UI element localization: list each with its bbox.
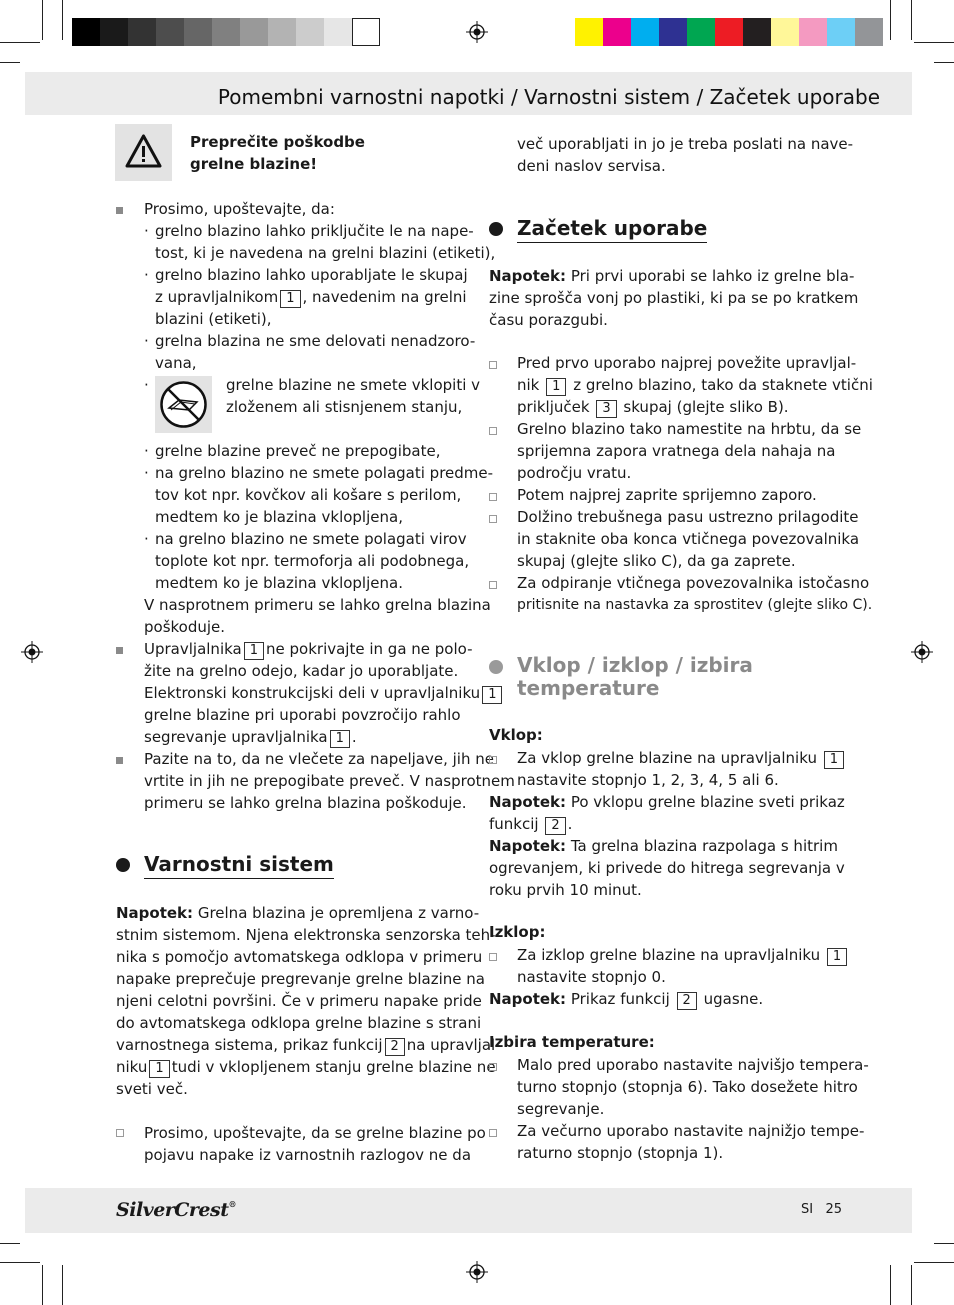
text-span: Za izklop grelne blazine na upravljalniku: [517, 946, 821, 964]
color-swatch: [575, 18, 603, 46]
text-line: do avtomatskega odklopa grelne blazine s strani: [116, 1014, 482, 1032]
text-line: segrevanje upravljalnika 1 .: [144, 728, 357, 746]
text-line: funkcij 2 .: [489, 815, 573, 833]
reference-number: 1: [827, 948, 847, 966]
color-swatch: [268, 18, 296, 46]
text-line: zloženem ali stisnjenem stanju,: [226, 398, 463, 416]
text-line: času porazgubi.: [489, 311, 608, 329]
color-swatch: [687, 18, 715, 46]
text-line: [144, 682, 504, 704]
text-line: Prosimo, upoštevajte, da:: [144, 200, 335, 218]
text-line: ·: [144, 332, 149, 350]
note-label: Napotek:: [489, 793, 567, 811]
bullet-square-icon: [116, 757, 123, 764]
bullet-square-icon: [116, 647, 123, 654]
subheading: Izklop:: [489, 923, 546, 941]
reference-number: 1: [280, 290, 300, 308]
text-span: ugasne.: [703, 990, 764, 1008]
language-code: SI: [801, 1202, 814, 1217]
text-line: nastavite stopnjo 0.: [517, 968, 666, 986]
crop-mark: [934, 62, 954, 63]
page-title: Pomembni varnostni napotki / Varnostni sistem / Začetek uporabe: [217, 85, 880, 109]
text-line: [517, 374, 873, 396]
text-line: V nasprotnem primeru se lahko grelna blazina: [144, 596, 491, 614]
color-swatch: [743, 18, 771, 46]
text-line: stnim sistemom. Njena elektronska senzorska teh-: [116, 926, 496, 944]
crop-mark: [42, 0, 43, 40]
text-line: sprijemna zapora vratnega dela nahaja na: [517, 442, 836, 460]
text-line: napake preprečuje pregrevanje grelne blazine na: [116, 970, 485, 988]
registration-mark-icon: [21, 641, 43, 663]
text-span: Ta grelna blazina razpolaga s hitrim: [570, 837, 838, 855]
text-line: njeni celotni površini. Če v primeru napake pride: [116, 992, 482, 1010]
text-line: grelna blazina ne sme delovati nenadzoro-: [155, 332, 476, 350]
color-swatch: [100, 18, 128, 46]
text-line: Za večurno uporabo nastavite najnižjo tempe-: [517, 1122, 865, 1140]
text-line: ·: [144, 266, 149, 284]
text-line: Pred prvo uporabo najprej povežite upravljal-: [517, 354, 857, 372]
text-span: Za vklop grelne blazine na upravljalniku: [517, 749, 817, 767]
warning-title: Preprečite poškodbe: [190, 133, 365, 151]
checkbox-bullet-icon: [489, 1129, 497, 1137]
subheading: Vklop:: [489, 726, 543, 744]
section-bullet-icon: [489, 222, 503, 236]
text-span: , navedenim na grelni: [302, 288, 467, 306]
brand-logo: [116, 1199, 236, 1221]
text-line: poškoduje.: [144, 618, 226, 636]
crop-mark: [914, 42, 954, 43]
text-line: Potem najprej zaprite sprijemno zaporo.: [517, 486, 817, 504]
registration-mark-icon: [911, 641, 933, 663]
reference-number: 2: [385, 1038, 405, 1056]
color-swatch: [603, 18, 631, 46]
reference-number: 2: [677, 992, 697, 1010]
section-heading: Varnostni sistem: [144, 852, 334, 879]
color-swatch: [659, 18, 687, 46]
text-line: tost, ki je navedena na grelni blazini (etiketi),: [155, 244, 496, 262]
text-line: ogrevanjem, ki privede do hitrega segrevanja v: [489, 859, 845, 877]
text-line: grelne blazine pri uporabi povzročijo rahlo: [144, 706, 461, 724]
text-span: z grelno blazino, tako da staknete vtični: [573, 376, 873, 394]
text-line: Prosimo, upoštevajte, da se grelne blazine po: [144, 1124, 486, 1142]
text-line: skupaj (glejte sliko C), da ga zaprete.: [517, 552, 796, 570]
text-span: varnostnega sistema, prikaz funkcij: [116, 1036, 383, 1054]
text-line: grelno blazino lahko priključite le na nape-: [155, 222, 474, 240]
checkbox-bullet-icon: [489, 581, 497, 589]
text-line: [517, 747, 846, 769]
checkbox-bullet-icon: [489, 361, 497, 369]
crop-mark: [890, 1265, 891, 1305]
crop-mark: [62, 0, 63, 40]
registration-mark-icon: [466, 1261, 488, 1283]
crop-mark: [42, 1265, 43, 1305]
crop-mark: [62, 1265, 63, 1305]
section-bullet-icon: [116, 858, 130, 872]
text-span: priključek: [517, 398, 590, 416]
text-line: na grelno blazino ne smete polagati predme-: [155, 464, 494, 482]
text-line: pritisnite na nastavka za sprostitev (glejte sliko C).: [517, 597, 873, 613]
text-line: primeru se lahko grelna blazina poškoduje.: [144, 794, 467, 812]
text-line: na grelno blazino ne smete polagati virov: [155, 530, 467, 548]
text-line: nika s pomočjo avtomatskega odklopa v primeru: [116, 948, 483, 966]
warning-title: grelne blazine!: [190, 155, 318, 173]
page-number: 25: [825, 1202, 843, 1217]
color-swatch: [240, 18, 268, 46]
text-line: Dolžino trebušnega pasu ustrezno prilagodite: [517, 508, 859, 526]
text-span: na upravljal-: [406, 1036, 501, 1054]
warning-box: [115, 124, 172, 181]
text-line: vrtite in jih ne prepogibate preveč. V nasprotnem: [144, 772, 515, 790]
text-line: roku prvih 10 minut.: [489, 881, 642, 899]
color-swatch: [128, 18, 156, 46]
text-line: in staknite oba konca vtičnega povezovalnika: [517, 530, 860, 548]
crop-mark: [890, 0, 891, 40]
color-swatch: [324, 18, 352, 46]
text-span: segrevanje upravljalnika: [144, 728, 328, 746]
text-line: segrevanje.: [517, 1100, 605, 1118]
text-span: skupaj (glejte sliko B).: [623, 398, 789, 416]
text-span: tudi v vklopljenem stanju grelne blazine ne: [171, 1058, 496, 1076]
reference-number: 1: [824, 751, 844, 769]
text-span: niku: [116, 1058, 148, 1076]
crop-mark: [0, 62, 20, 63]
warning-triangle-icon: [115, 124, 172, 181]
color-swatch: [184, 18, 212, 46]
checkbox-bullet-icon: [489, 953, 497, 961]
color-swatch: [296, 18, 324, 46]
color-swatch: [799, 18, 827, 46]
text-line: Za odpiranje vtičnega povezovalnika istočasno: [517, 574, 870, 592]
section-heading: Začetek uporabe: [517, 216, 707, 243]
checkbox-bullet-icon: [489, 756, 497, 764]
note-label: Napotek:: [489, 837, 567, 855]
text-line: [517, 944, 849, 966]
text-line: [116, 902, 479, 924]
crop-mark: [914, 1262, 954, 1263]
page-footer-info: [801, 1202, 842, 1217]
text-line: nastavite stopnjo 1, 2, 3, 4, 5 ali 6.: [517, 771, 779, 789]
text-line: področju vratu.: [517, 464, 632, 482]
text-line: ·: [144, 442, 149, 460]
reference-number: 2: [545, 817, 565, 835]
note-label: Napotek:: [489, 267, 567, 285]
color-swatch: [855, 18, 883, 46]
text-span: Grelna blazina je opremljena z varno-: [197, 904, 480, 922]
registration-mark-icon: [466, 21, 488, 43]
text-span: funkcij: [489, 815, 539, 833]
text-line: vana,: [155, 354, 197, 372]
color-swatch: [352, 18, 380, 46]
crop-mark: [934, 1243, 954, 1244]
section-heading: Vklop / izklop / izbira: [517, 653, 753, 677]
checkbox-bullet-icon: [489, 515, 497, 523]
text-span: nik: [517, 376, 540, 394]
text-line: ·: [144, 376, 149, 394]
text-line: [155, 286, 467, 308]
text-line: žite na grelno odejo, kadar jo uporabljate.: [144, 662, 459, 680]
crop-mark: [911, 1265, 912, 1305]
color-swatch: [827, 18, 855, 46]
text-line: [116, 1034, 501, 1056]
color-swatch: [212, 18, 240, 46]
color-swatch: [771, 18, 799, 46]
crop-mark: [0, 1262, 40, 1263]
reference-number: 3: [596, 400, 616, 418]
checkbox-bullet-icon: [489, 427, 497, 435]
text-line: ·: [144, 530, 149, 548]
text-line: grelne blazine preveč ne prepogibate,: [155, 442, 441, 460]
text-line: zine sprošča vonj po plastiki, ki pa se po kratkem: [489, 289, 859, 307]
text-span: Pri prvi uporabi se lahko iz grelne bla-: [570, 267, 855, 285]
text-span: Po vklopu grelne blazine sveti prikaz: [570, 793, 845, 811]
text-line: ·: [144, 222, 149, 240]
crop-mark: [0, 1243, 20, 1244]
text-line: Malo pred uporabo nastavite najvišjo tempera-: [517, 1056, 869, 1074]
text-span: Prikaz funkcij: [570, 990, 670, 1008]
crop-mark: [0, 42, 40, 43]
reference-number: 1: [149, 1060, 169, 1078]
text-line: [116, 1056, 496, 1078]
reference-number: 1: [482, 686, 502, 704]
text-line: sveti več.: [116, 1080, 188, 1098]
text-span: Upravljalnika: [144, 640, 242, 658]
reference-number: 1: [244, 642, 264, 660]
color-swatch: [156, 18, 184, 46]
text-line: [489, 835, 838, 857]
text-line: [489, 988, 763, 1010]
text-span: Elektronski konstrukcijski deli v upravljalniku: [144, 684, 481, 702]
text-line: Pazite na to, da ne vlečete za napeljave, jih ne: [144, 750, 494, 768]
section-heading: temperature: [517, 676, 660, 700]
checkbox-bullet-icon: [489, 493, 497, 501]
text-line: blazini (etiketi),: [155, 310, 272, 328]
reference-number: 1: [330, 730, 350, 748]
text-line: medtem ko je blazina vklopljena,: [155, 508, 403, 526]
text-line: več uporabljati in jo je treba poslati na nave-: [517, 135, 854, 153]
text-line: grelne blazine ne smete vklopiti v: [226, 376, 481, 394]
color-swatch: [715, 18, 743, 46]
text-line: [489, 791, 845, 813]
registered-mark: ®: [228, 1199, 236, 1209]
color-swatch: [631, 18, 659, 46]
text-line: [489, 265, 854, 287]
checkbox-bullet-icon: [489, 1063, 497, 1071]
reference-number: 1: [546, 378, 566, 396]
text-line: Grelno blazino tako namestite na hrbtu, da se: [517, 420, 862, 438]
text-line: grelno blazino lahko uporabljate le skupaj: [155, 266, 468, 284]
prohibition-box: [155, 376, 212, 433]
subheading: Izbira temperature:: [489, 1033, 655, 1051]
note-label: Napotek:: [489, 990, 567, 1008]
no-folding-icon: [155, 376, 212, 433]
text-line: deni naslov servisa.: [517, 157, 666, 175]
text-span: z upravljalnikom: [155, 288, 279, 306]
brand-logo-text: SilverCrest: [116, 1199, 229, 1221]
section-bullet-icon: [489, 660, 503, 674]
text-span: ne pokrivajte in ga ne polo-: [266, 640, 473, 658]
text-line: pojavu napake iz varnostnih razlogov ne da: [144, 1146, 472, 1164]
text-line: turno stopnjo (stopnja 6). Tako dosežete hitro: [517, 1078, 858, 1096]
text-line: medtem ko je blazina vklopljena.: [155, 574, 403, 592]
text-line: [144, 638, 473, 660]
note-label: Napotek:: [116, 904, 194, 922]
text-line: toplote kot npr. termoforja ali podobnega,: [155, 552, 470, 570]
text-line: [517, 396, 789, 418]
text-line: ·: [144, 464, 149, 482]
color-swatch: [72, 18, 100, 46]
text-line: raturno stopnjo (stopnja 1).: [517, 1144, 724, 1162]
bullet-square-icon: [116, 207, 123, 214]
crop-mark: [911, 0, 912, 40]
text-line: tov kot npr. kovčkov ali košare s perilom,: [155, 486, 462, 504]
checkbox-bullet-icon: [116, 1129, 124, 1137]
